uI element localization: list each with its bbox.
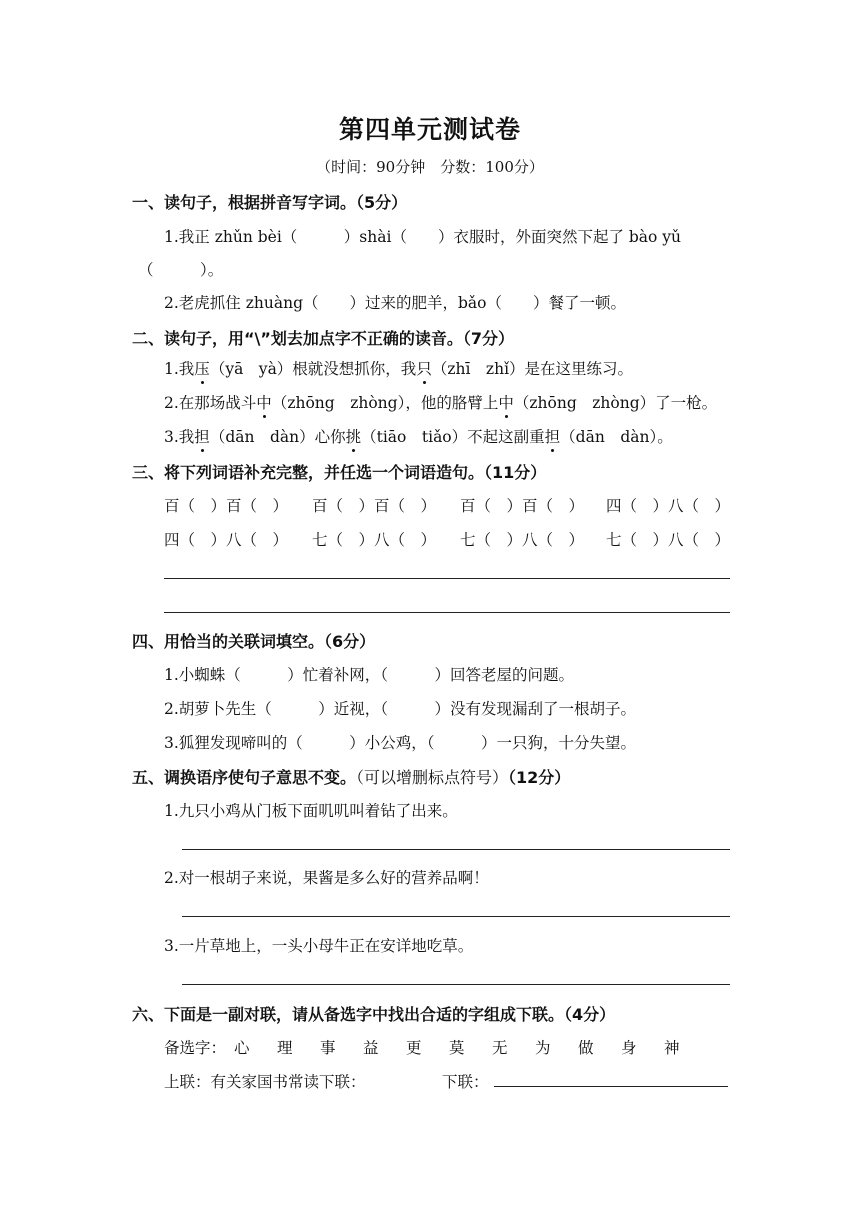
- s6-options-label: 备选字：: [164, 1039, 227, 1057]
- s2-q2-post: （zhōng zhòng）了一枪。: [513, 394, 718, 412]
- s2-q1-dotted-char-1: 压: [194, 357, 210, 379]
- s1-question-1: 1.我正 zhǔn bèi（ ）shài（ ）衣服时，外面突然下起了 bào yǔ: [164, 228, 682, 246]
- page-subtitle: （时间：90分钟 分数：100分）: [316, 158, 544, 176]
- s2-q1-post: （zhī zhǐ）是在这里练习。: [431, 360, 634, 378]
- s1-question-2: 2.老虎抓住 zhuàng（ ）过来的肥羊，bǎo（ ）餐了一顿。: [164, 294, 626, 312]
- s3-word-1-2: 百（ ）百（ ）: [312, 497, 437, 515]
- page-title: 第四单元测试卷: [338, 115, 521, 144]
- s6-option-char: 益: [363, 1039, 379, 1057]
- s2-q1-dotted-char-2: 只: [416, 357, 432, 379]
- section-6-heading: 六、下面是一副对联，请从备选字中找出合适的字组成下联。（4分）: [132, 1005, 616, 1024]
- s3-word-1-1: 百（ ）百（ ）: [164, 497, 289, 515]
- s6-upper-couplet: 上联：有关家国书常读下联：: [164, 1073, 366, 1091]
- s2-q2-dotted-char-1: 中: [256, 391, 272, 413]
- s6-option-char: 更: [406, 1039, 422, 1057]
- s4-question-3: 3.狐狸发现啼叫的（ ）小公鸡，（ ）一只狗，十分失望。: [164, 734, 637, 752]
- s2-q2-dotted-char-2: 中: [498, 391, 514, 413]
- s2-q3-pre: 3.我: [164, 428, 195, 446]
- s4-question-2: 2.胡萝卜先生（ ）近视，（ ）没有发现漏刮了一根胡子。: [164, 700, 637, 718]
- s6-option-char: 理: [277, 1039, 293, 1057]
- s2-q2-mid: （zhōng zhòng），他的胳臂上: [271, 394, 499, 412]
- section-3-heading: 三、将下列词语补充完整，并任选一个词语造句。（11分）: [132, 463, 547, 482]
- s5-heading-score: （12分）: [508, 768, 571, 787]
- section-5-heading: [132, 765, 570, 788]
- s2-q3-dotted-char-3: 担: [545, 425, 561, 447]
- s6-option-char: 莫: [449, 1039, 465, 1057]
- section-1-heading: 一、读句子，根据拼音写字词。（5分）: [132, 193, 408, 212]
- s5-heading-main: 五、调换语序使句子意思不变。: [132, 768, 357, 787]
- s6-option-char: 事: [320, 1039, 336, 1057]
- s3-word-1-3: 百（ ）百（ ）: [460, 497, 585, 515]
- s5-heading-note: （可以增删标点符号）: [356, 768, 509, 787]
- s6-option-char: 心: [234, 1039, 250, 1057]
- s5-answer-line-2[interactable]: [182, 916, 730, 917]
- s2-question-3: [164, 425, 673, 447]
- s2-q3-post: （dān dàn）。: [560, 428, 673, 446]
- s6-option-char: 身: [621, 1039, 637, 1057]
- s3-word-2-1: 四（ ）八（ ）: [164, 531, 289, 549]
- s3-word-2-2: 七（ ）八（ ）: [312, 531, 437, 549]
- s5-answer-line-3[interactable]: [182, 984, 730, 985]
- s6-option-char: 做: [578, 1039, 594, 1057]
- s6-lower-answer-line[interactable]: [494, 1086, 728, 1087]
- s2-q1-mid: （yā yà）根就没想抓你，我: [209, 360, 417, 378]
- s6-option-char: 为: [535, 1039, 551, 1057]
- s3-word-2-3: 七（ ）八（ ）: [460, 531, 585, 549]
- s5-question-3: 3.一片草地上，一头小母牛正在安详地吃草。: [164, 937, 474, 955]
- s5-answer-line-1[interactable]: [182, 849, 730, 850]
- s2-q3-dotted-char-1: 担: [194, 425, 210, 447]
- s3-word-2-4: 七（ ）八（ ）: [606, 531, 731, 549]
- s2-q1-pre: 1.我: [164, 360, 195, 378]
- s2-q3-mid-2: （tiāo tiǎo）不起这副重: [361, 428, 545, 446]
- s6-option-char: 无: [492, 1039, 508, 1057]
- s3-answer-line-1[interactable]: [164, 578, 730, 579]
- s6-lower-label: 下联：: [442, 1073, 489, 1091]
- s3-answer-line-2[interactable]: [164, 612, 730, 613]
- section-4-heading: 四、用恰当的关联词填空。（6分）: [132, 632, 376, 651]
- s4-question-1: 1.小蜘蛛（ ）忙着补网，（ ）回答老屋的问题。: [164, 666, 575, 684]
- s5-question-2: 2.对一根胡子来说，果酱是多么好的营养品啊！: [164, 869, 489, 887]
- s5-question-1: 1.九只小鸡从门板下面叽叽叫着钻了出来。: [164, 802, 458, 820]
- s2-q3-mid-1: （dān dàn）心你: [209, 428, 346, 446]
- s2-question-1: [164, 357, 633, 379]
- s1-question-1-cont: （ ）。: [138, 261, 224, 279]
- s6-option-char: 神: [664, 1039, 680, 1057]
- s2-q3-dotted-char-2: 挑: [346, 425, 362, 447]
- s2-question-2: [164, 391, 717, 413]
- s2-q2-pre: 2.在那场战斗: [164, 394, 257, 412]
- section-2-heading: 二、读句子，用“\”划去加点字不正确的读音。（7分）: [132, 329, 515, 348]
- s3-word-1-4: 四（ ）八（ ）: [606, 497, 731, 515]
